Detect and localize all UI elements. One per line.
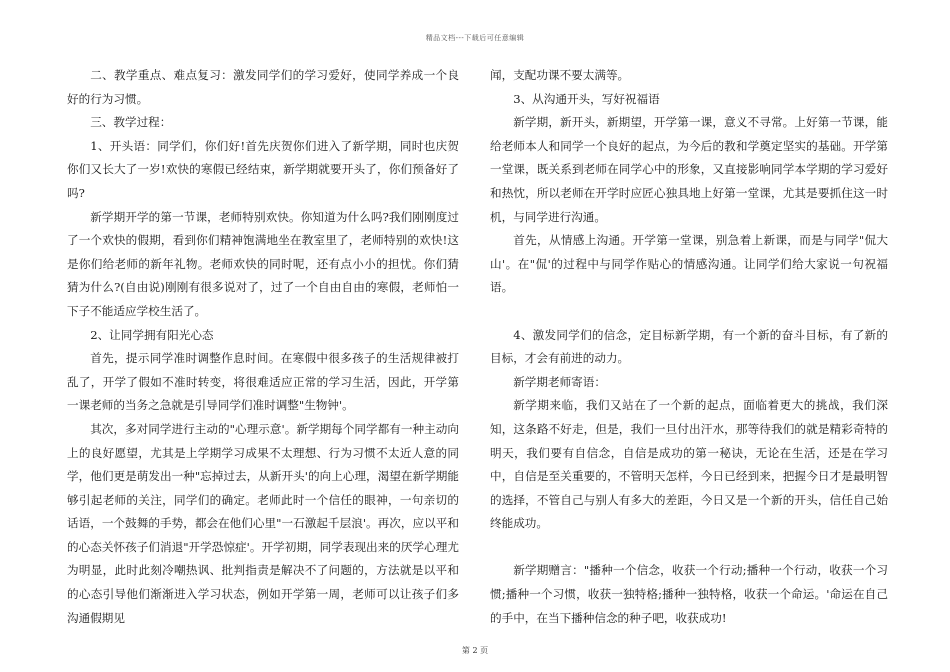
paragraph-new-semester-gift: 新学期赠言："播种一个信念，收获一个行动;播种一个行动，收获一个习惯;播种一个习惯，收获一独特格;播种一独特格，收获一个命运。'命运在自己的手中，在当下播种信念的种子吧，收获成功! bbox=[490, 563, 888, 625]
spacer bbox=[490, 536, 888, 560]
paragraph-sunny-mindset-heading: 2、让同学拥有阳光心态 bbox=[90, 327, 214, 342]
paragraph-positive-suggestion: 其次，多对同学进行主动的"心理示意'。新学期每个同学都有一种主动向上的良好愿望，尤其是上学期学习成果不太理想、行为习惯不太近人意的同学，他们更是萌发出一种"忘掉过去，从新开头'的向上心理，渴望在新学期能够引起老师的关注，同学们的确定。老师此时一个信任的眼神，一句亲切的话语，一个鼓舞的手势，都会在他们心里"一石激起千层浪'。再次，应以平和的心态关怀孩子们消退"开学恐惊症'。开学初期，同学表现出来的厌学心理尤为明显，此时此刻冷嘲热讽、批判指责是解决不了问题的，方法就是以平和的心态引导他们渐渐进入学习状态，例如开学第一周，老师可以让孩子们多沟通假期见 bbox=[67, 421, 459, 625]
page-header: 精品文档---下载后可任意编辑 bbox=[425, 34, 525, 42]
paragraph-communication-heading: 3、从沟通开头，写好祝福语 bbox=[513, 91, 660, 106]
paragraph-first-lesson: 新学期开学的第一节课，老师特别欢快。你知道为什么吗?我们刚刚度过了一个欢快的假期，看到你们精神饱满地坐在教室里了，老师特别的欢快!这是你们给老师的新年礼物。老师欢快的同时呢，还有点小小的担忧。你们猜猜为什么?(自由说)刚刚有很多说对了，过了一个自由自由的寒假，老师怕一下子不能适应学校生活了。 bbox=[67, 209, 459, 318]
paragraph-teaching-process-heading: 三、教学过程： bbox=[90, 115, 172, 130]
paragraph-teacher-message-heading: 新学期老师寄语： bbox=[513, 374, 606, 389]
paragraph-teaching-focus: 二、教学重点、难点复习：激发同学们的学习爱好，使同学养成一个良好的行为习惯。 bbox=[67, 68, 459, 106]
right-column bbox=[490, 64, 888, 630]
spacer bbox=[490, 300, 888, 324]
left-column bbox=[67, 64, 459, 630]
paragraph-emotional-communication: 首先，从情感上沟通。开学第一堂课，别急着上新课，而是与同学"侃大山'。在"侃'的过程中与同学作贴心的情感沟通。让同学们给大家说一句祝福语。 bbox=[490, 233, 888, 295]
paragraph-opening-remarks: 1、开头语：同学们，你们好!首先庆贺你们进入了新学期，同时也庆贺你们又长大了一岁!欢快的寒假已经结束，新学期就要开头了，你们预备好了吗? bbox=[67, 138, 459, 200]
paragraph-new-semester: 新学期，新开头，新期望，开学第一课，意义不寻常。上好第一节课，能给老师本人和同学一个良好的起点，为今后的教和学奠定坚实的基础。开学第一堂课，既关系到老师在同学心中的形象，又直接影响同学本学期的学习爱好和热忱，所以老师在开学时应匠心独具地上好第一堂课，尤其是要抓住这一时机，与同学进行沟通。 bbox=[490, 115, 888, 224]
paragraph-adjust-schedule: 首先，提示同学准时调整作息时间。在寒假中很多孩子的生活规律被打乱了，开学了假如不准时转变，将很难适应正常的学习生活，因此，开学第一课老师的当务之急就是引导同学们准时调整"生物钟'。 bbox=[67, 351, 459, 413]
paragraph-continuation: 闻，支配功课不要太满等。 bbox=[490, 68, 630, 82]
paragraph-goals: 4、激发同学们的信念，定目标新学期，有一个新的奋斗目标，有了新的目标，才会有前进的动力。 bbox=[490, 327, 888, 366]
paragraph-teacher-message: 新学期来临，我们又站在了一个新的起点，面临着更大的挑战，我们深知，这条路不好走，但是，我们一旦付出汗水，那等待我们的就是精彩奇特的明天，我们要有自信念，自信是成功的第一秘诀，无论在生活，还是在学习中，自信是至关重要的，不管明天怎样，今日已经到来，把握今日才是最明智的选择，不管自己与别人有多大的差距，今日又是一个新的开头，信任自己始终能成功。 bbox=[490, 398, 888, 531]
page-number: 第 2 页 bbox=[461, 646, 489, 655]
